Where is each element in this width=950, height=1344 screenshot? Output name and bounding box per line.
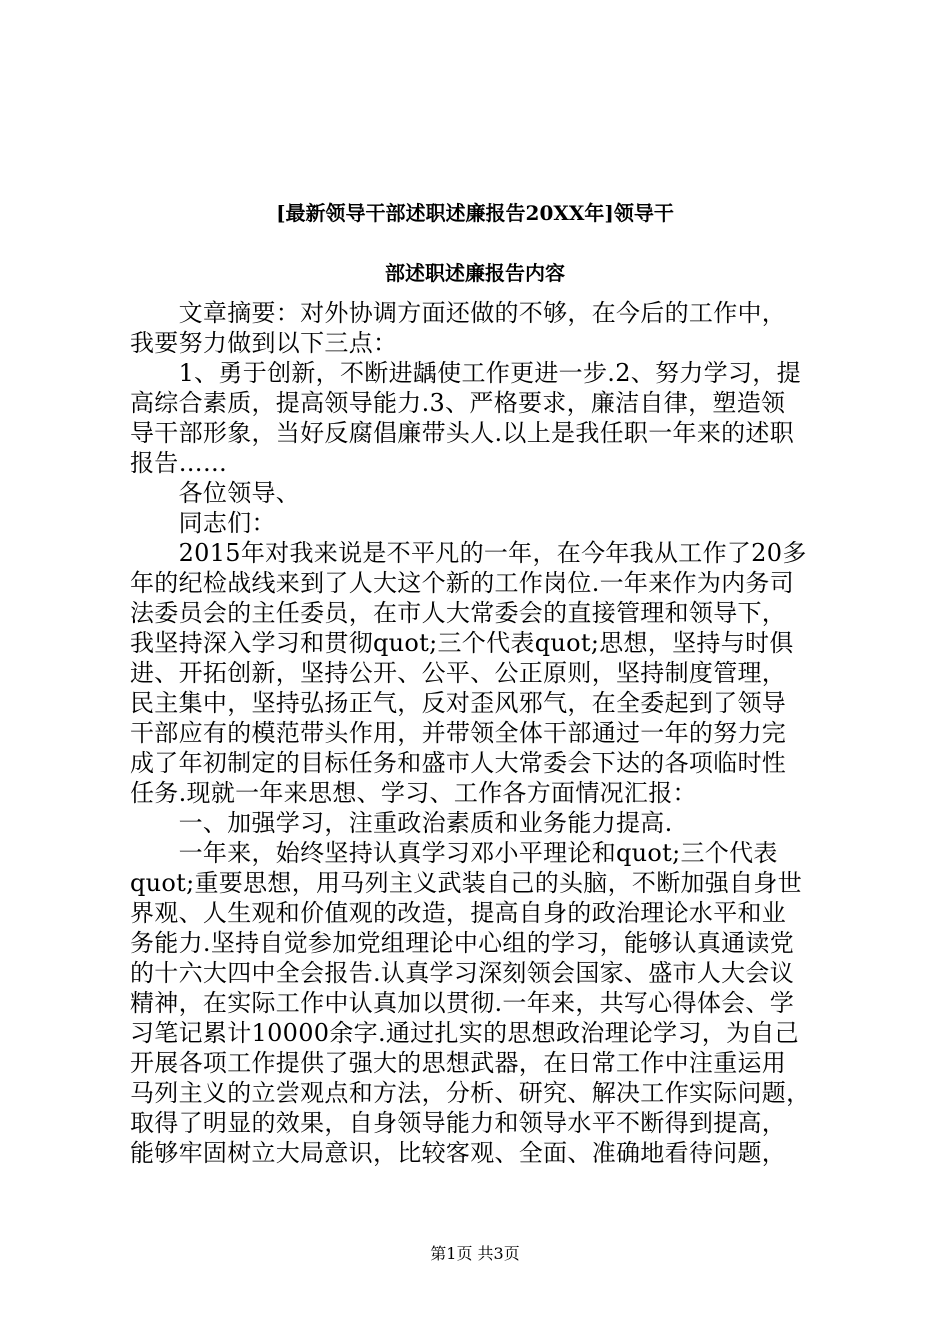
text-line: 界观、人生观和价值观的改造，提高自身的政治理论水平和业 xyxy=(130,899,787,927)
text-line: 进、开拓创新，坚持公开、公平、公正原则，坚持制度管理， xyxy=(130,659,787,687)
text-line: 年的纪检战线来到了人大这个新的工作岗位.一年来作为内务司 xyxy=(130,569,795,597)
text-line: 我要努力做到以下三点： xyxy=(130,329,398,357)
text-line: 法委员会的主任委员，在市人大常委会的直接管理和领导下， xyxy=(130,599,787,627)
text-line: 报告…… xyxy=(130,449,228,477)
text-line: 1、勇于创新，不断进龋使工作更进一步.2、努力学习，提 xyxy=(130,359,801,387)
text-line: 精神，在实际工作中认真加以贯彻.一年来，共写心得体会、学 xyxy=(130,989,795,1017)
text-line: 导干部形象，当好反腐倡廉带头人.以上是我任职一年来的述职 xyxy=(130,419,795,447)
text-line: 能够牢固树立大局意识，比较客观、全面、准确地看待问题， xyxy=(130,1139,787,1167)
text-line: 文章摘要：对外协调方面还做的不够，在今后的工作中， xyxy=(130,299,787,327)
text-line: 开展各项工作提供了强大的思想武器，在日常工作中注重运用 xyxy=(130,1049,787,1077)
text-line: 同志们： xyxy=(130,509,276,537)
text-line: 一年来，始终坚持认真学习邓小平理论和quot;三个代表 xyxy=(130,839,778,867)
text-line: 各位领导、 xyxy=(130,479,301,507)
text-line: 干部应有的模范带头作用，并带领全体干部通过一年的努力完 xyxy=(130,719,787,747)
text-line: quot;重要思想，用马列主义武装自己的头脑，不断加强自身世 xyxy=(130,869,802,897)
text-line: 民主集中，坚持弘扬正气，反对歪风邪气，在全委起到了领导 xyxy=(130,689,787,717)
text-line: 取得了明显的效果，自身领导能力和领导水平不断得到提高， xyxy=(130,1109,787,1137)
text-line: 习笔记累计10000余字.通过扎实的思想政治理论学习，为自己 xyxy=(130,1019,799,1047)
text-line: 成了年初制定的目标任务和盛市人大常委会下达的各项临时性 xyxy=(130,749,787,777)
page-footer: 第1页 共3页 xyxy=(430,1244,520,1263)
document-title-line-1: [最新领导干部述职述廉报告20XX年]领导干 xyxy=(276,201,674,225)
text-line: 任务.现就一年来思想、学习、工作各方面情况汇报： xyxy=(130,779,697,807)
text-line: 2015年对我来说是不平凡的一年，在今年我从工作了20多 xyxy=(130,539,807,567)
text-line: 一、加强学习，注重政治素质和业务能力提高. xyxy=(130,809,673,837)
text-line: 务能力.坚持自觉参加党组理论中心组的学习，能够认真通读党 xyxy=(130,929,795,957)
text-line: 的十六大四中全会报告.认真学习深刻领会国家、盛市人大会议 xyxy=(130,959,795,987)
document-title-line-2: 部述职述廉报告内容 xyxy=(385,261,565,285)
text-line: 我坚持深入学习和贯彻quot;三个代表quot;思想，坚持与时俱 xyxy=(130,629,794,657)
text-line: 马列主义的立尝观点和方法，分析、研究、解决工作实际问题， xyxy=(130,1079,811,1107)
text-line: 高综合素质，提高领导能力.3、严格要求，廉洁自律，塑造领 xyxy=(130,389,786,417)
document-body xyxy=(130,298,830,1168)
